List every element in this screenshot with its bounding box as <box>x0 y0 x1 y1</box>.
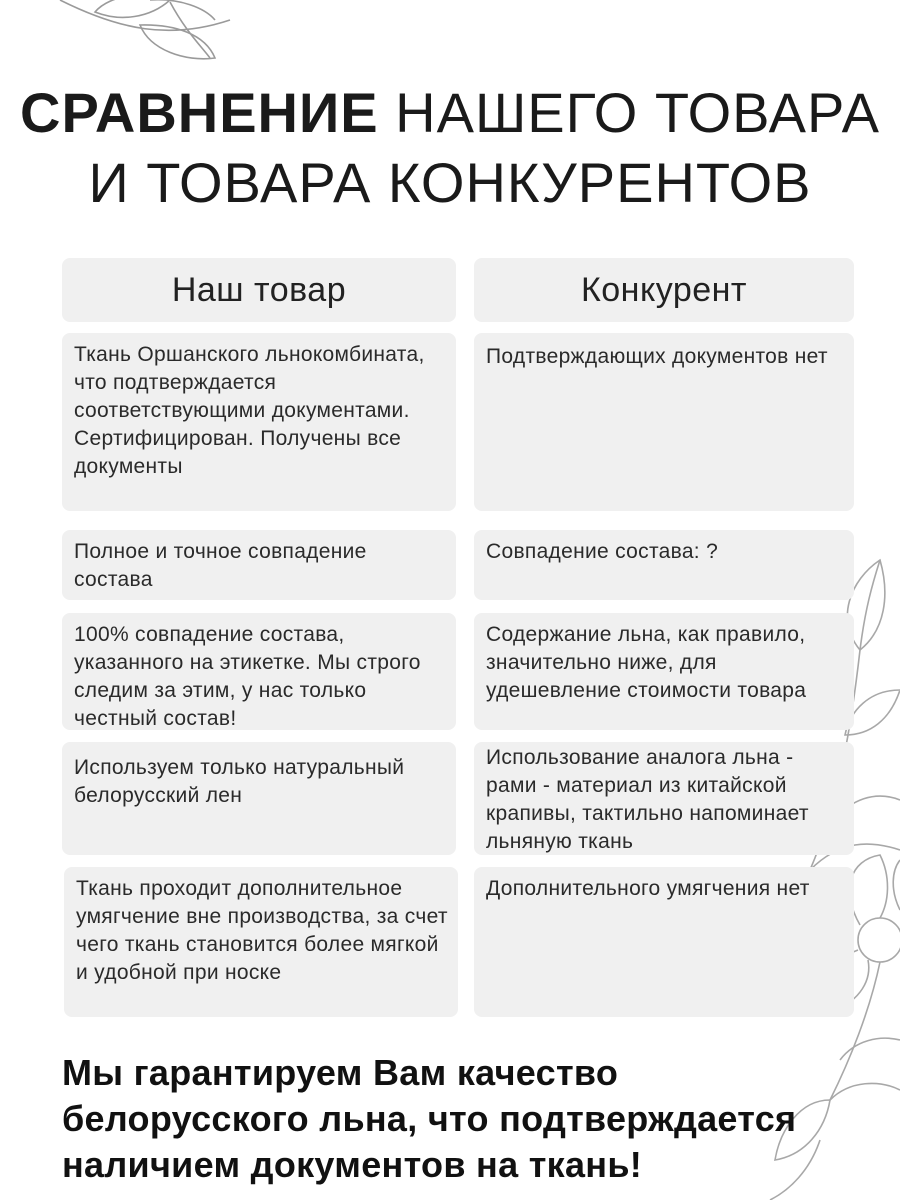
row-4-competitor: Использование аналога льна - рами - материал из китайской крапивы, тактильно напоминает льняную ткань <box>474 742 854 855</box>
title-bold-word: СРАВНЕНИЕ <box>20 81 379 144</box>
column-header-ours: Наш товар <box>62 258 456 322</box>
row-4-ours: Используем только натуральный белорусский лен <box>62 742 456 855</box>
title-line1-rest: НАШЕГО ТОВАРА <box>395 81 880 144</box>
row-2-ours: Полное и точное совпадение состава <box>62 530 456 600</box>
column-header-competitor: Конкурент <box>474 258 854 322</box>
footer-line-1: Мы гарантируем Вам качество <box>62 1052 619 1093</box>
row-5-competitor: Дополнительного умягчения нет <box>474 867 854 1017</box>
title-line2: И ТОВАРА КОНКУРЕНТОВ <box>88 151 812 214</box>
footer-line-2: белорусского льна, что подтверждается <box>62 1098 797 1139</box>
guarantee-statement <box>62 1050 862 1188</box>
row-1-ours: Ткань Оршанского льнокомбината, что подтверждается соответствующими документами. Сертифицирован. Получены все документы <box>62 333 456 511</box>
row-1-competitor: Подтверждающих документов нет <box>474 333 854 511</box>
footer-line-3: наличием документов на ткань! <box>62 1144 643 1185</box>
row-3-competitor: Содержание льна, как правило, значительно ниже, для удешевление стоимости товара <box>474 613 854 730</box>
row-5-ours: Ткань проходит дополнительное умягчение вне производства, за счет чего ткань становится более мягкой и удобной при носке <box>64 867 458 1017</box>
row-3-ours: 100% совпадение состава, указанного на этикетке. Мы строго следим за этим, у нас только честный состав! <box>62 613 456 730</box>
page-title <box>0 78 900 218</box>
row-2-competitor: Совпадение состава: ? <box>474 530 854 600</box>
